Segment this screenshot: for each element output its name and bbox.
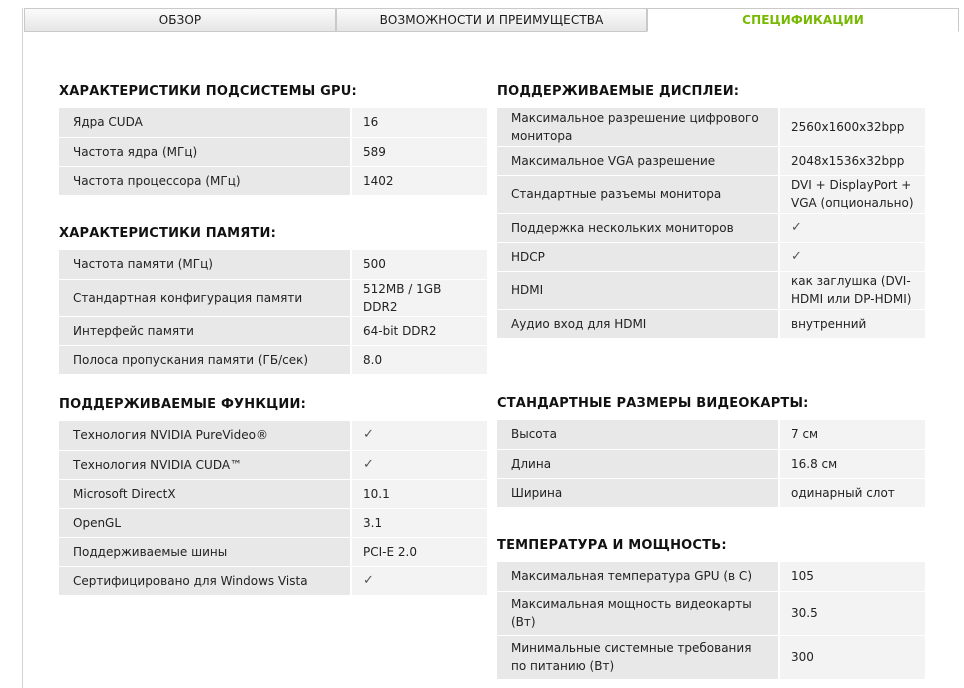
spec-value: 16.8 см <box>779 449 925 478</box>
spec-label: Microsoft DirectX <box>59 479 351 508</box>
spec-label: Частота процессора (МГц) <box>59 166 351 195</box>
spec-value: 64-bit DDR2 <box>351 316 487 345</box>
displays-spec-table <box>497 108 925 339</box>
spec-value: как заглушка (DVI-HDMI или DP-HDMI) <box>779 271 925 309</box>
spec-value: DVI + DisplayPort + VGA (опционально) <box>779 175 925 213</box>
spec-label: OpenGL <box>59 508 351 537</box>
table-row <box>497 271 925 309</box>
spec-value: 300 <box>779 635 925 679</box>
table-row <box>497 242 925 271</box>
table-row <box>497 213 925 242</box>
table-row <box>59 250 487 279</box>
dimensions-spec-table <box>497 420 925 508</box>
spec-value: 512MB / 1GB DDR2 <box>351 279 487 316</box>
table-row <box>497 146 925 175</box>
spec-label: Частота памяти (МГц) <box>59 250 351 279</box>
check-icon: ✓ <box>779 213 925 242</box>
table-row <box>497 108 925 146</box>
spec-label: Длина <box>497 449 779 478</box>
thermal-spec-table <box>497 562 925 680</box>
memory-spec-table <box>59 250 487 375</box>
spec-value: 2560x1600x32bpp <box>779 108 925 146</box>
gpu-spec-table <box>59 108 487 196</box>
spec-label: Поддерживаемые шины <box>59 537 351 566</box>
table-row <box>59 279 487 316</box>
spec-label: Максимальное разрешение цифрового монитора <box>497 108 779 146</box>
spec-value: 7 см <box>779 420 925 449</box>
spec-label: Интерфейс памяти <box>59 316 351 345</box>
spec-label: Аудио вход для HDMI <box>497 309 779 338</box>
spec-value: 10.1 <box>351 479 487 508</box>
check-icon: ✓ <box>351 450 487 479</box>
spec-value: PCI-E 2.0 <box>351 537 487 566</box>
table-row <box>59 108 487 137</box>
table-row <box>497 449 925 478</box>
spec-label: Максимальная мощность видеокарты (Вт) <box>497 591 779 635</box>
spec-value: 30.5 <box>779 591 925 635</box>
tab-specifications[interactable]: СПЕЦИФИКАЦИИ <box>647 8 959 32</box>
gpu-section-title: ХАРАКТЕРИСТИКИ ПОДСИСТЕМЫ GPU: <box>59 84 357 99</box>
tab-features-benefits[interactable]: ВОЗМОЖНОСТИ И ПРЕИМУЩЕСТВА <box>336 8 647 32</box>
spec-value: 8.0 <box>351 345 487 374</box>
table-row <box>59 166 487 195</box>
spec-label: Поддержка нескольких мониторов <box>497 213 779 242</box>
table-row <box>59 537 487 566</box>
spec-value: 16 <box>351 108 487 137</box>
thermal-section-title: ТЕМПЕРАТУРА И МОЩНОСТЬ: <box>497 538 727 553</box>
spec-label: Полоса пропускания памяти (ГБ/сек) <box>59 345 351 374</box>
check-icon: ✓ <box>779 242 925 271</box>
table-row <box>497 309 925 338</box>
spec-label: Технология NVIDIA CUDA™ <box>59 450 351 479</box>
spec-label: Максимальная температура GPU (в C) <box>497 562 779 591</box>
check-icon: ✓ <box>351 566 487 595</box>
spec-value: одинарный слот <box>779 478 925 507</box>
table-row <box>59 345 487 374</box>
tab-bar <box>24 8 959 32</box>
dimensions-section-title: СТАНДАРТНЫЕ РАЗМЕРЫ ВИДЕОКАРТЫ: <box>497 396 809 411</box>
memory-section-title: ХАРАКТЕРИСТИКИ ПАМЯТИ: <box>59 226 277 241</box>
spec-value: 2048x1536x32bpp <box>779 146 925 175</box>
spec-label: Частота ядра (МГц) <box>59 137 351 166</box>
spec-label: Стандартная конфигурация памяти <box>59 279 351 316</box>
table-row <box>59 316 487 345</box>
tab-overview[interactable]: ОБЗОР <box>24 8 336 32</box>
spec-label: HDCP <box>497 242 779 271</box>
table-row <box>497 420 925 449</box>
spec-label: Минимальные системные требования по питанию (Вт) <box>497 635 779 679</box>
spec-label: Ширина <box>497 478 779 507</box>
spec-label: Высота <box>497 420 779 449</box>
table-row <box>497 175 925 213</box>
table-row <box>59 479 487 508</box>
table-row <box>59 137 487 166</box>
table-row <box>497 478 925 507</box>
spec-label: Максимальное VGA разрешение <box>497 146 779 175</box>
table-row <box>59 508 487 537</box>
spec-label: Стандартные разъемы монитора <box>497 175 779 213</box>
spec-label: HDMI <box>497 271 779 309</box>
table-row <box>59 421 487 450</box>
spec-label: Сертифицировано для Windows Vista <box>59 566 351 595</box>
spec-value: внутренний <box>779 309 925 338</box>
displays-section-title: ПОДДЕРЖИВАЕМЫЕ ДИСПЛЕИ: <box>497 84 740 99</box>
spec-label: Технология NVIDIA PureVideo® <box>59 421 351 450</box>
spec-value: 3.1 <box>351 508 487 537</box>
table-row <box>59 450 487 479</box>
table-row <box>497 591 925 635</box>
spec-value: 589 <box>351 137 487 166</box>
table-row <box>59 566 487 595</box>
table-row <box>497 635 925 679</box>
spec-value: 105 <box>779 562 925 591</box>
features-spec-table <box>59 421 487 596</box>
table-row <box>497 562 925 591</box>
spec-value: 500 <box>351 250 487 279</box>
features-section-title: ПОДДЕРЖИВАЕМЫЕ ФУНКЦИИ: <box>59 397 306 412</box>
spec-label: Ядра CUDA <box>59 108 351 137</box>
check-icon: ✓ <box>351 421 487 450</box>
spec-value: 1402 <box>351 166 487 195</box>
